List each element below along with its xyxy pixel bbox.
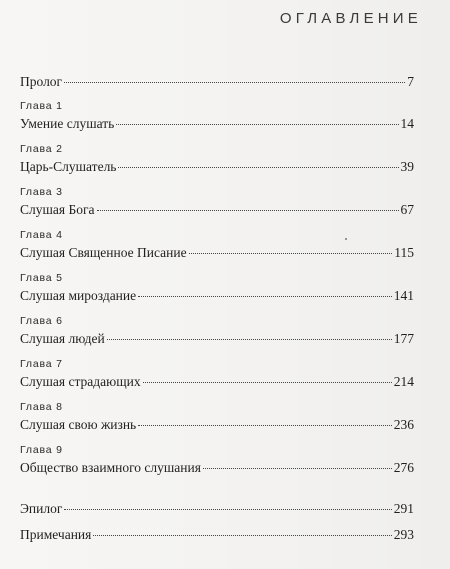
entry-page-number: 7 — [407, 74, 414, 89]
toc-entry[interactable] — [20, 329, 414, 349]
toc-entry[interactable] — [20, 114, 414, 134]
dot-leader — [118, 167, 398, 168]
entry-page-number: 177 — [393, 331, 414, 346]
chapter-label: Глава 3 — [20, 186, 63, 198]
dot-leader — [203, 468, 392, 469]
entry-page-number: 276 — [393, 460, 414, 475]
toc-chapter-6 — [20, 313, 414, 349]
entry-page-number: 141 — [393, 288, 414, 303]
entry-title: Эпилог — [20, 501, 63, 516]
page-title: ОГЛАВЛЕНИЕ — [279, 10, 422, 27]
chapter-label: Глава 6 — [20, 315, 63, 327]
paper-speck — [345, 238, 347, 240]
entry-title: Слушая Бога — [20, 202, 95, 217]
toc-chapter-9 — [20, 442, 414, 478]
toc-entry-notes[interactable] — [20, 525, 414, 545]
chapter-label: Глава 9 — [20, 444, 63, 456]
chapter-label: Глава 5 — [20, 272, 63, 284]
entry-page-number: 293 — [393, 527, 414, 542]
toc-entry[interactable] — [20, 286, 414, 306]
dot-leader — [64, 509, 391, 510]
entry-title: Пролог — [20, 74, 63, 89]
toc-entry[interactable] — [20, 157, 414, 177]
dot-leader — [116, 124, 398, 125]
chapter-label: Глава 7 — [20, 358, 63, 370]
toc-chapter-3 — [20, 184, 414, 220]
toc-entry[interactable] — [20, 458, 414, 478]
toc-chapter-2 — [20, 141, 414, 177]
chapter-label: Глава 4 — [20, 229, 63, 241]
entry-page-number: 214 — [393, 374, 414, 389]
chapter-label: Глава 1 — [20, 100, 63, 112]
chapter-label: Глава 8 — [20, 401, 63, 413]
toc-chapter-4 — [20, 227, 414, 263]
entry-title: Умение слушать — [20, 116, 115, 131]
toc-entry[interactable] — [20, 200, 414, 220]
dot-leader — [143, 382, 392, 383]
entry-page-number: 14 — [400, 116, 414, 131]
dot-leader — [138, 296, 392, 297]
dot-leader — [138, 425, 392, 426]
entry-title: Слушая людей — [20, 331, 105, 346]
toc-chapter-7 — [20, 356, 414, 392]
entry-page-number: 291 — [393, 501, 414, 516]
entry-title: Примечания — [20, 527, 92, 542]
toc-entry[interactable] — [20, 243, 414, 263]
toc-chapter-5 — [20, 270, 414, 306]
toc-entry[interactable] — [20, 415, 414, 435]
dot-leader — [97, 210, 399, 211]
entry-title: Слушая свою жизнь — [20, 417, 137, 432]
dot-leader — [107, 339, 392, 340]
entry-title: Общество взаимного слушания — [20, 460, 201, 475]
dot-leader — [64, 82, 405, 83]
dot-leader — [189, 253, 393, 254]
dot-leader — [93, 535, 391, 536]
entry-page-number: 236 — [393, 417, 414, 432]
entry-title: Слушая Священное Писание — [20, 245, 187, 260]
toc-entry-epilog[interactable] — [20, 499, 414, 519]
entry-page-number: 67 — [400, 202, 414, 217]
toc-chapter-8 — [20, 399, 414, 435]
toc-chapter-1 — [20, 98, 414, 134]
entry-page-number: 115 — [394, 245, 414, 260]
entry-title: Слушая страдающих — [20, 374, 141, 389]
entry-title: Слушая мироздание — [20, 288, 137, 303]
toc-entry-prolog[interactable] — [20, 72, 414, 92]
entry-page-number: 39 — [400, 159, 414, 174]
toc-entry[interactable] — [20, 372, 414, 392]
chapter-label: Глава 2 — [20, 143, 63, 155]
entry-title: Царь-Слушатель — [20, 159, 117, 174]
